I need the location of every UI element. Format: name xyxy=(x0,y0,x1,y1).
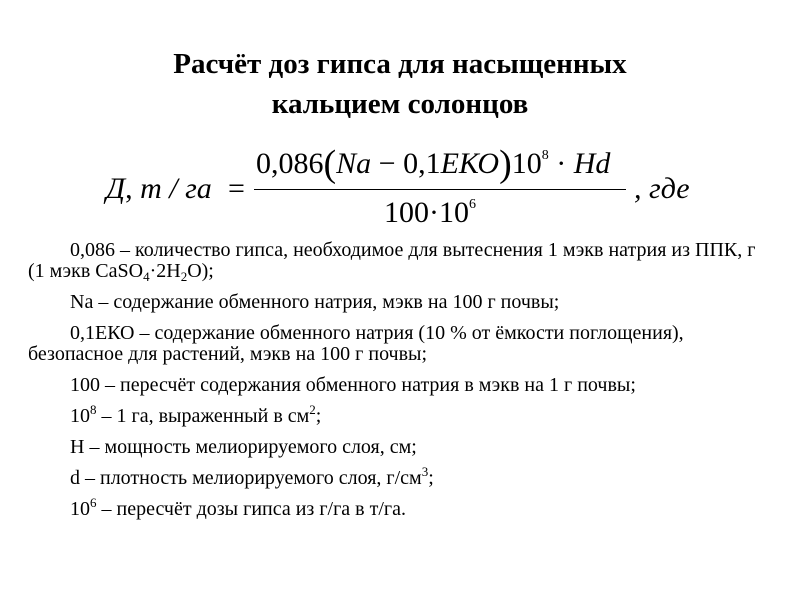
definition-item xyxy=(28,240,770,282)
formula-denominator xyxy=(384,196,476,230)
formula-den-ten: 10 xyxy=(439,196,469,229)
formula-where: , где xyxy=(634,172,690,205)
gypsum-dose-formula xyxy=(0,138,800,238)
open-paren: ( xyxy=(323,143,337,185)
def-5-text: – 1 га, выраженный в см xyxy=(96,405,310,427)
formula-eko-coef: 0,1 xyxy=(403,147,441,180)
definition-item: 0,1ЕКО – содержание обменного натрия (10 % от ёмкости поглощения), безопасное для растений, мэкв на 100 г почвы; xyxy=(28,322,684,365)
definition-item: Na – содержание обменного натрия, мэкв на 100 г почвы; xyxy=(70,291,560,313)
close-paren: ) xyxy=(499,143,512,185)
formula-den-dot: · xyxy=(429,196,439,229)
def-5-exp2: 2 xyxy=(309,402,316,417)
formula-minus: − xyxy=(371,147,404,180)
formula-exp-8: 8 xyxy=(541,148,549,163)
def-7-end: ; xyxy=(428,467,434,489)
def-7-text: d – плотность мелиорируемого слоя, г/см xyxy=(70,467,422,489)
def-1-mid: ·2H xyxy=(149,260,181,282)
formula-na: Na xyxy=(336,147,372,180)
def-5-base: 10 xyxy=(70,405,90,427)
formula-coef: 0,086 xyxy=(256,147,324,180)
formula-hd: Hd xyxy=(573,147,611,180)
formula-equals: = xyxy=(228,172,245,205)
definition-item xyxy=(28,402,770,427)
formula-dot: · xyxy=(548,147,574,180)
definition-item: 100 – пересчёт содержания обменного натрия в мэкв на 1 г почвы; xyxy=(70,374,636,396)
definitions-list xyxy=(28,240,770,530)
formula-den-hundred: 100 xyxy=(384,196,429,229)
def-8-text: – пересчёт дозы гипса из г/га в т/га. xyxy=(96,498,406,520)
definition-item: H – мощность мелиорируемого слоя, см; xyxy=(70,436,417,458)
formula-ten: 10 xyxy=(511,147,542,180)
def-1-sub-2: 2 xyxy=(180,269,188,284)
def-1-text: 0,086 – количество гипса, необходимое для вытеснения 1 мэкв натрия из ППК, г (1 мэкв CaSO xyxy=(28,239,756,282)
title-line-1: Расчёт доз гипса для насыщенных xyxy=(173,48,627,80)
def-7-exp: 3 xyxy=(421,464,429,479)
formula-numerator xyxy=(256,142,610,186)
definition-item xyxy=(28,495,770,520)
formula-lhs-comma: , xyxy=(125,172,133,205)
formula-exp-6: 6 xyxy=(469,197,476,212)
def-8-base: 10 xyxy=(70,498,90,520)
formula-lhs-unit: т / га xyxy=(140,172,212,205)
def-8-exp: 6 xyxy=(90,495,97,510)
def-1-sub-4: 4 xyxy=(143,269,150,284)
def-5-exp: 8 xyxy=(90,402,97,417)
definition-item xyxy=(28,464,770,489)
formula-lhs xyxy=(106,172,212,206)
def-5-end: ; xyxy=(315,405,322,427)
formula-lhs-d: Д xyxy=(106,172,126,205)
formula-eko: ЕКО xyxy=(440,147,500,180)
def-1-end: O); xyxy=(187,260,214,282)
slide-title xyxy=(0,44,800,124)
title-line-2: кальцием солонцов xyxy=(271,88,529,120)
fraction-bar xyxy=(254,189,626,190)
